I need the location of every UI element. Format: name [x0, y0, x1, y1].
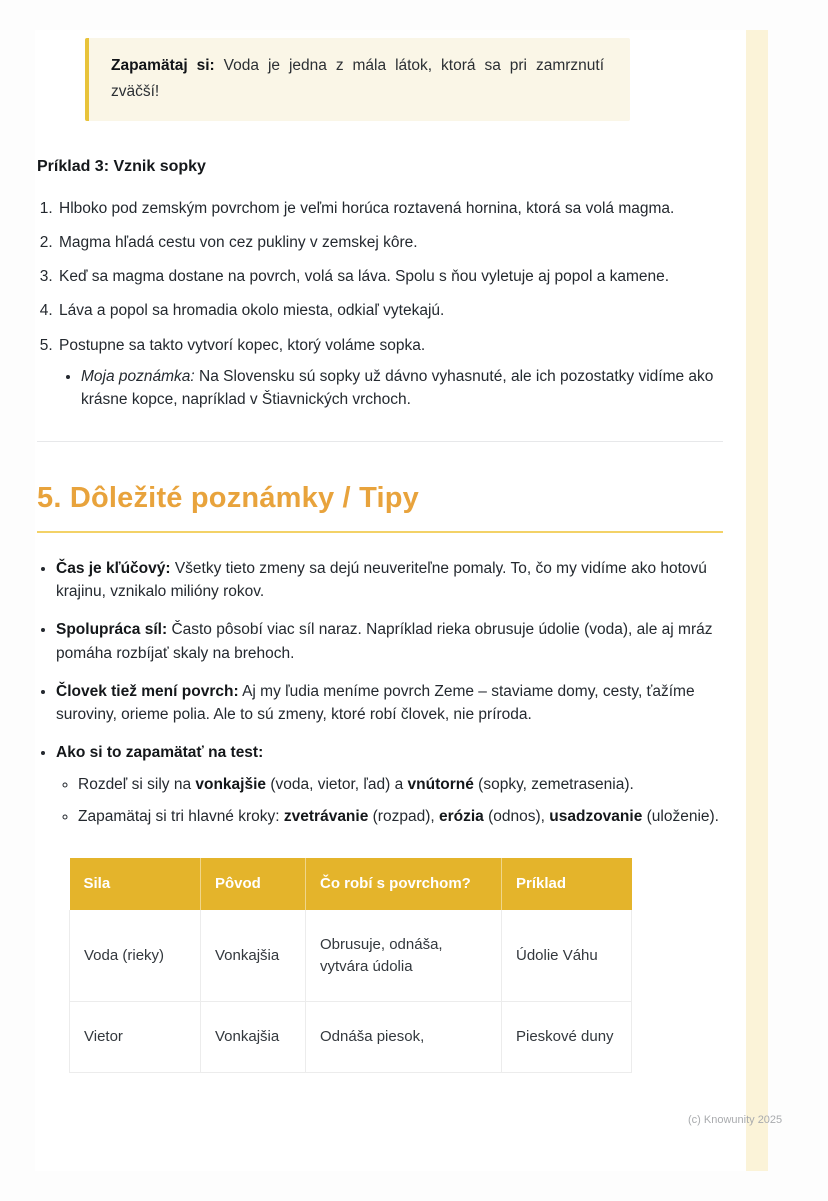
tip-item — [56, 618, 723, 665]
table-cell: Vonkajšia — [201, 910, 306, 1002]
table-cell: Obrusuje, odnáša, vytvára údolia — [306, 910, 502, 1002]
step-item — [57, 265, 723, 288]
tip-sub-text: (voda, vietor, ľad) a — [266, 775, 408, 793]
example-heading: Príklad 3: Vznik sopky — [37, 157, 206, 175]
step-item — [57, 299, 723, 322]
table-cell: Pieskové duny — [502, 1002, 632, 1073]
step-item — [57, 334, 723, 412]
tip-sub-text: (odnos), — [483, 807, 550, 825]
tip-text: Všetky tieto zmeny sa dejú neuveriteľne pomaly. To, čo my vidíme ako hotovú krajinu, vznikalo milióny rokov. — [56, 559, 707, 601]
table-cell: Údolie Váhu — [502, 910, 632, 1002]
tip-sub-item — [78, 773, 723, 796]
tip-label: Človek tiež mení povrch: — [56, 682, 239, 700]
note-label: Moja poznámka: — [81, 367, 195, 385]
step-text: Láva a popol sa hromadia okolo miesta, odkiaľ vytekajú. — [59, 302, 445, 320]
tip-sub-bold: erózia — [438, 807, 484, 825]
column-header-povod: Pôvod — [201, 858, 306, 910]
tip-label: Spolupráca síl: — [56, 621, 168, 639]
table-cell: Vonkajšia — [201, 1002, 306, 1073]
table-cell: Voda (rieky) — [70, 910, 201, 1002]
step-item — [57, 231, 723, 254]
tip-sub-text: (rozpad), — [368, 807, 439, 825]
tip-text: Aj my ľudia meníme povrch Zeme – staviame domy, cesty, ťažíme suroviny, orieme polia. Ale to sú zmeny, ktoré robí človek, nie príroda. — [56, 682, 695, 724]
callout-note — [85, 38, 630, 121]
watermark: (c) Knowunity 2025 — [688, 1114, 783, 1126]
table-cell: Vietor — [70, 1002, 201, 1073]
step-text: Postupne sa takto vytvorí kopec, ktorý voláme sopka. — [59, 336, 426, 354]
step-sub-list — [59, 365, 723, 412]
step-item — [57, 197, 723, 220]
tip-sub-bold: vonkajšie — [195, 775, 267, 793]
tip-sub-item — [78, 805, 723, 828]
step-text: Hlboko pod zemským povrchom je veľmi horúca roztavená hornina, ktorá sa volá magma. — [59, 199, 675, 217]
tip-sub-text: Rozdeľ si sily na — [78, 775, 196, 793]
table-header — [70, 858, 632, 910]
table-row — [70, 910, 632, 1002]
step-text: Keď sa magma dostane na povrch, volá sa láva. Spolu s ňou vyletuje aj popol a kamene. — [59, 268, 670, 286]
table-cell: Odnáša piesok, — [306, 1002, 502, 1073]
tip-label: Čas je kľúčový: — [56, 559, 171, 577]
tips-list — [37, 557, 723, 828]
column-header-sila: Sila — [70, 858, 201, 910]
callout-label: Zapamätaj si: — [111, 57, 215, 74]
table-row — [70, 1002, 632, 1073]
tip-sub-bold: zvetrávanie — [283, 807, 369, 825]
tip-sub-text: Zapamätaj si tri hlavné kroky: — [78, 807, 284, 825]
tip-item — [56, 741, 723, 828]
section-title: 5. Dôležité poznámky / Tipy — [37, 482, 723, 532]
column-header-co-robi: Čo robí s povrchom? — [306, 858, 502, 910]
step-note — [81, 365, 723, 412]
callout-text — [111, 53, 604, 106]
tip-item — [56, 557, 723, 604]
tip-label: Ako si to zapamätať na test: — [56, 744, 264, 762]
summary-table — [69, 858, 632, 1073]
tip-sub-text: (uloženie). — [642, 807, 719, 825]
callout-body: Voda je jedna z mála látok, ktorá sa pri zamrznutí zväčší! — [111, 57, 604, 101]
page-edge-strip — [746, 30, 768, 1171]
note-text: Na Slovensku sú sopky už dávno vyhasnuté, ale ich pozostatky vidíme ako krásne kopce, napríklad v Štiavnických vrchoch. — [81, 367, 714, 409]
column-header-priklad: Príklad — [502, 858, 632, 910]
tip-sub-bold: usadzovanie — [549, 807, 643, 825]
section-divider — [37, 441, 723, 442]
table-header-row — [70, 858, 632, 910]
tip-sub-bold: vnútorné — [407, 775, 474, 793]
step-text: Magma hľadá cestu von cez pukliny v zemskej kôre. — [59, 233, 418, 251]
tip-text: Často pôsobí viac síl naraz. Napríklad rieka obrusuje údolie (voda), ale aj mráz pomáha rozbíjať skaly na brehoch. — [56, 621, 713, 662]
tip-sub-list — [56, 773, 723, 829]
tip-item — [56, 680, 723, 727]
numbered-list — [37, 197, 723, 412]
tip-sub-text: (sopky, zemetrasenia). — [473, 775, 634, 793]
table-body — [70, 910, 632, 1073]
document-page — [35, 30, 768, 1171]
document-content — [35, 30, 723, 1073]
